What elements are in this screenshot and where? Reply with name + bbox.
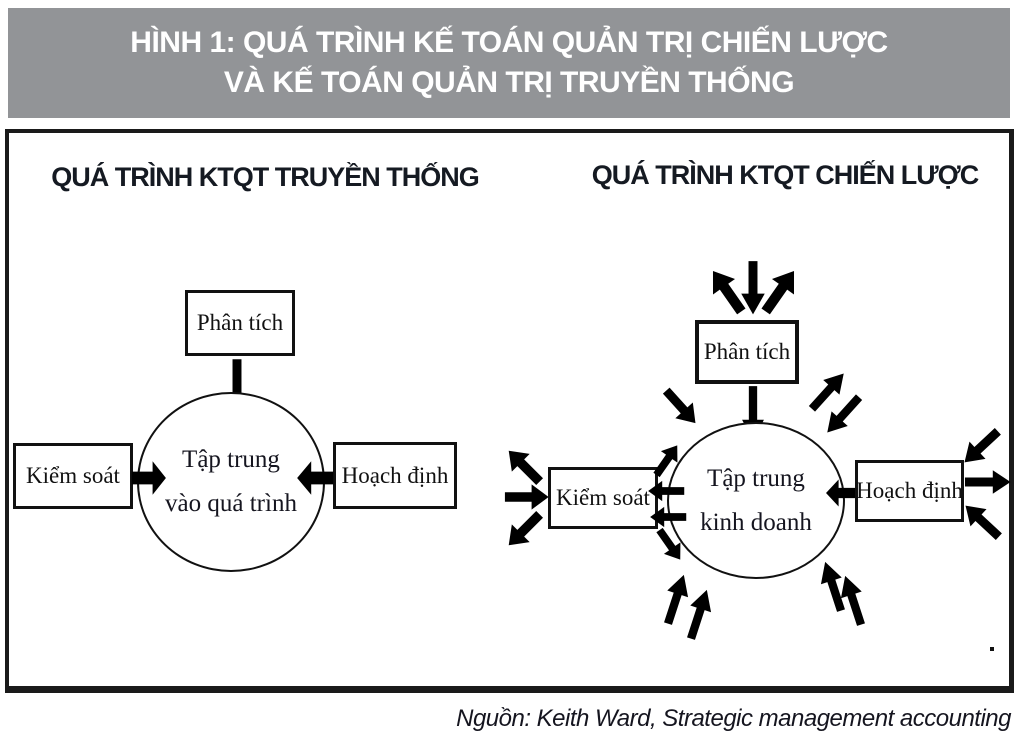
left-block-arrow-icon [296,458,334,498]
left-diagram-title: QUÁ TRÌNH KTQT TRUYỀN THỐNG [51,162,479,192]
right-block-arrow-icon [964,468,1012,496]
right-control-label: Kiểm soát [556,485,650,510]
left-analysis-box [185,290,295,356]
figure-title-line2: VÀ KẾ TOÁN QUẢN TRỊ TRUYỀN THỐNG [223,66,795,99]
right-center-ellipse [667,422,845,579]
figure-title-bar [8,8,1010,118]
right-control-box [548,467,658,529]
right-center-line1: Tập trung [707,464,805,492]
left-control-label: Kiểm soát [26,463,120,488]
stray-dot [990,647,994,651]
right-planning-label: Hoạch định [856,478,963,503]
left-center-line2: vào quá trình [165,490,297,517]
left-center-line1: Tập trung [182,446,280,473]
right-diagram-title: QUÁ TRÌNH KTQT CHIẾN LƯỢC [591,160,979,190]
right-planning-box [855,460,964,522]
right-analysis-label: Phân tích [703,339,791,364]
source-citation: Nguồn: Keith Ward, Strategic management accounting [456,705,1011,732]
left-block-arrow-icon [825,477,859,509]
left-planning-label: Hoạch định [341,462,449,488]
right-center-line2: kinh doanh [700,508,812,536]
figure-title-line1: HÌNH 1: QUÁ TRÌNH KẾ TOÁN QUẢN TRỊ CHIẾN LƯỢC [130,26,888,59]
left-planning-box [333,442,457,509]
left-analysis-label: Phân tích [196,310,284,335]
right-block-arrow-icon [131,458,167,498]
left-block-arrow-icon [647,479,685,503]
right-analysis-box [695,320,799,384]
left-control-box [13,443,133,509]
